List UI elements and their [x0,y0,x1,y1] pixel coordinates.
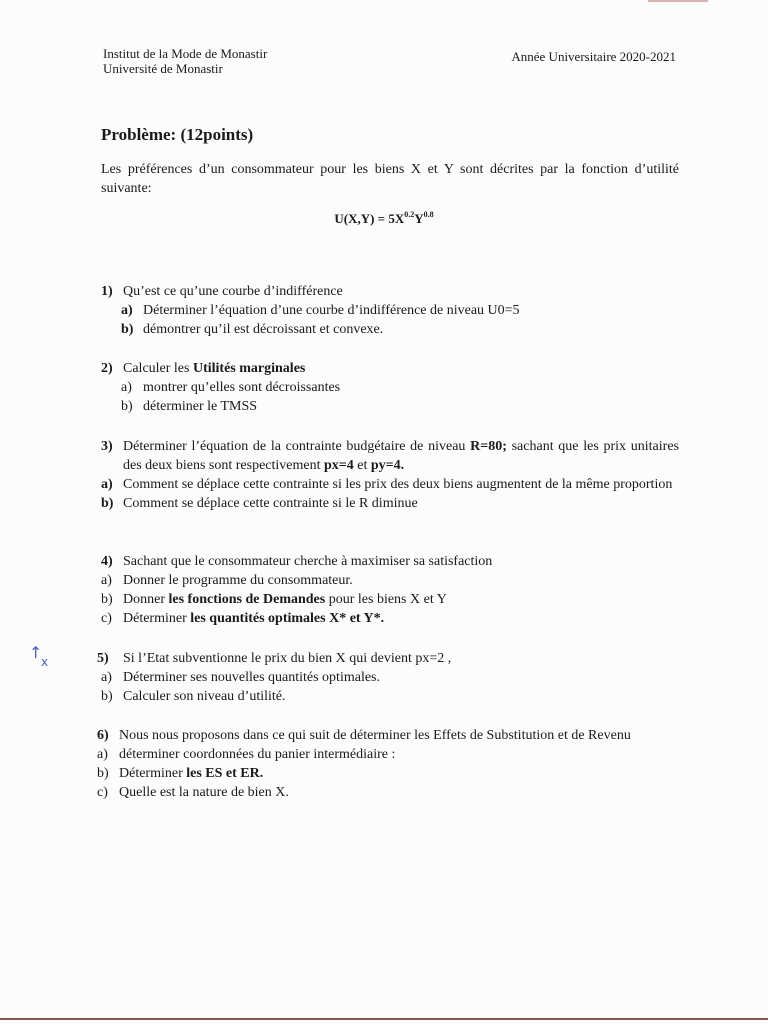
sub-label: a) [121,380,132,395]
sub-text: Calculer son niveau d’utilité. [123,689,286,704]
text-part: Déterminer [119,766,187,781]
bold-term: Utilités marginales [192,361,306,376]
question-text: Sachant que le consommateur cherche à maximiser sa satisfaction [123,554,493,569]
sub-text: déterminer coordonnées du panier intermédiaire : [119,747,396,762]
arrow-up-icon: ↑ [29,643,43,662]
bold-term: les fonctions de Demandes [168,592,326,607]
sub-question-b [121,320,679,339]
sub-question-a [121,301,679,320]
text-part: pour les biens X et Y [325,592,447,607]
sub-question-b [101,687,679,706]
question-2 [101,359,679,416]
handwritten-x: x [41,655,49,669]
question-number: 2) [101,361,113,376]
question-text [123,359,679,378]
text-part: Calculer les [123,361,193,376]
sub-text: Donner le programme du consommateur. [123,573,353,588]
text-part: sachant que les prix unitaires des deux biens sont respectivement [123,439,679,473]
sub-label: b) [121,322,134,337]
sub-text [123,592,447,607]
sub-text: déterminer le TMSS [143,399,258,414]
question-text: Nous nous proposons dans ce qui suit de déterminer les Effets de Substitution et de Revenu [119,728,631,743]
sub-label: a) [101,670,112,685]
formula-base: U(X,Y) = 5X [334,211,405,226]
formula-exponent-x: 0.2 [404,210,415,219]
scan-bottom-edge [0,1018,768,1020]
sub-label: a) [101,477,113,492]
sub-text [123,611,384,626]
sub-label: c) [101,611,112,626]
bold-term: R=80; [470,439,507,454]
bold-term: px=4 [324,458,354,473]
sub-label: a) [121,303,133,318]
question-number: 3) [101,439,113,454]
sub-text: Quelle est la nature de bien X. [119,785,289,800]
question-1 [101,282,679,339]
sub-question-b [101,590,679,609]
sub-question-a [101,475,679,494]
question-number: 6) [97,728,109,743]
sub-question-a [97,745,679,764]
scan-edge-mark [648,0,708,2]
sub-question-b [97,764,679,783]
sub-question-b [121,397,679,416]
formula-y: Y [414,211,424,226]
question-5 [97,649,679,706]
sub-question-c [101,609,679,628]
sub-text [119,766,263,781]
question-6 [97,726,679,802]
sub-text: Comment se déplace cette contrainte si le R diminue [123,496,418,511]
problem-title: Problème: (12points) [101,125,254,144]
text-part: Déterminer l’équation de la contrainte budgétaire de niveau [123,439,471,454]
bold-term: les quantités optimales X* et Y*. [190,611,385,626]
institution-header [103,46,267,76]
academic-year: Année Universitaire 2020-2021 [511,49,676,64]
text-part: Donner [123,592,169,607]
sub-text: Déterminer l’équation d’une courbe d’indifférence de niveau U0=5 [143,303,520,318]
sub-label: a) [101,573,112,588]
sub-question-c [97,783,679,802]
question-3 [101,437,679,513]
sub-label: a) [97,747,108,762]
sub-label: b) [121,399,133,414]
sub-question-b [101,494,679,513]
sub-text: démontrer qu’il est décroissant et convexe. [143,322,384,337]
sub-question-a [101,571,679,590]
bold-term: les ES et ER. [186,766,264,781]
sub-text: Déterminer ses nouvelles quantités optimales. [123,670,380,685]
sub-label: c) [97,785,108,800]
institute-name: Institut de la Mode de Monastir [103,46,268,61]
question-number: 1) [101,284,113,299]
text-part: et [353,458,371,473]
sub-label: b) [101,496,114,511]
question-text: Si l’Etat subventionne le prix du bien X qui devient px=2 , [123,651,452,666]
formula-exponent-y: 0.8 [423,210,434,219]
sub-label: b) [101,689,113,704]
sub-question-a [101,668,679,687]
university-name: Université de Monastir [103,61,223,76]
question-text: Qu’est ce qu’une courbe d’indifférence [123,284,343,299]
question-4 [101,552,679,628]
sub-text: Comment se déplace cette contrainte si les prix des deux biens augmentent de la même proportion [123,477,673,492]
sub-label: b) [101,592,113,607]
question-number: 4) [101,554,113,569]
utility-formula [0,210,768,227]
bold-term: py=4. [370,458,405,473]
intro-paragraph: Les préférences d’un consommateur pour les biens X et Y sont décrites par la fonction d’utilité suivante: [101,162,679,196]
question-number: 5) [97,651,109,666]
text-part: Déterminer [123,611,191,626]
question-text [123,437,679,475]
sub-label: b) [97,766,109,781]
sub-text: montrer qu’elles sont décroissantes [143,380,341,395]
sub-question-a [121,378,679,397]
